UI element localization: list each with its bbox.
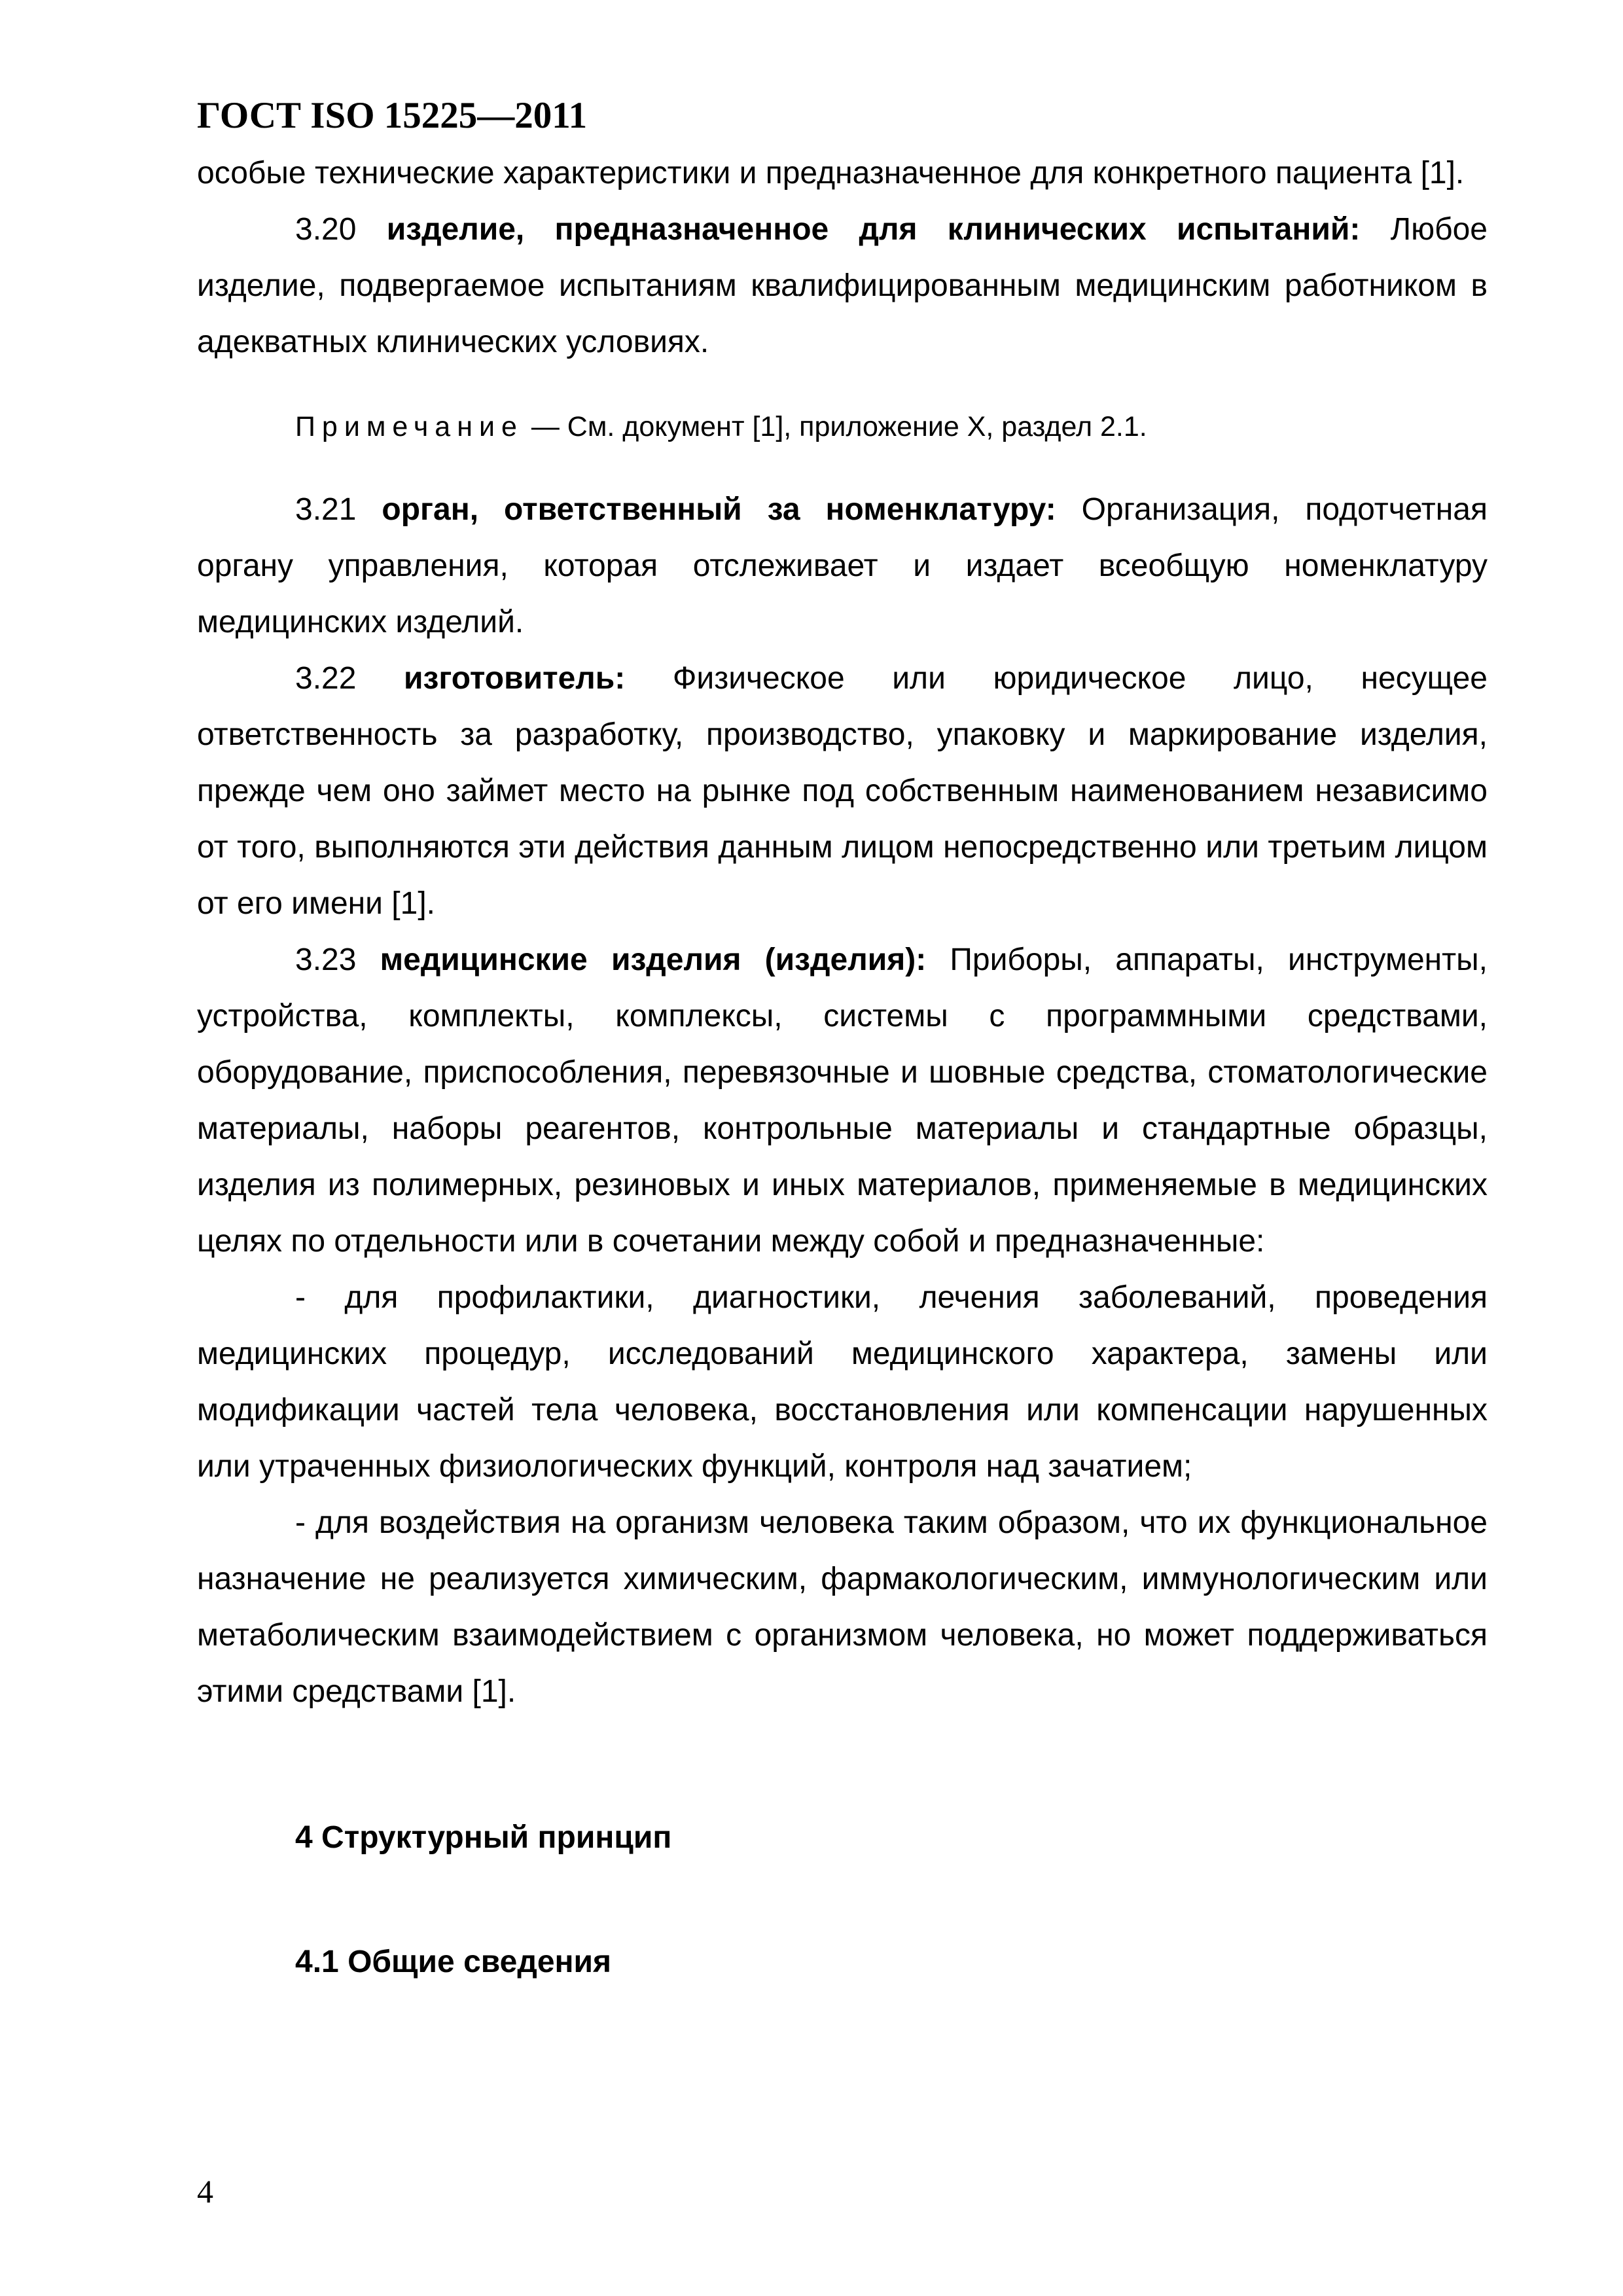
list-item: - для воздействия на организм человека таким образом, что их функциональное назначение не реализуется химическим, фармакологическим, иммунологическим или метаболическим взаимодействием с организмом человека, но может поддерживаться этими средствами [1]. [197,1505,1488,1709]
definition-3-21 [197,482,1488,651]
page-body [197,145,1488,1982]
note [197,407,1488,446]
document-header: ГОСТ ISO 15225—2011 [197,95,588,136]
clause-number: 3.23 [295,942,380,977]
note-label: Примечание [295,411,524,442]
clause-number: 3.20 [295,212,387,247]
term: медицинские изделия (изделия): [380,942,927,977]
note-text: — См. документ [1], приложение Х, раздел 2.1. [523,411,1147,442]
clause-number: 3.21 [295,492,382,527]
page-number: 4 [197,2173,213,2210]
definition-text: Приборы, аппараты, инструменты, устройства, комплекты, комплексы, системы с программными средствами, оборудование, приспособления, перевязочные и шовные средства, стоматологические материалы, наборы реагентов, контрольные материалы и стандартные образцы, изделия из полимерных, резиновых и иных материалов, применяемые в медицинских целях по отдельности или в сочетании между собой и предназначенные: [197,942,1488,1259]
definition-3-22 [197,651,1488,932]
definition-text: Организация, подотчетная органу управления, которая отслеживает и издает всеобщую номенклатуру медицинских изделий. [197,492,1488,639]
section-heading: 4 Структурный принцип [295,1820,672,1855]
definition-3-20 [197,202,1488,370]
clause-number: 3.22 [295,661,404,696]
subsection-heading: 4.1 Общие сведения [295,1945,612,1979]
continued-paragraph: особые технические характеристики и предназначенное для конкретного пациента [1]. [197,156,1465,190]
definition-3-23 [197,932,1488,1270]
definition-text: Любое изделие, подвергаемое испытаниям квалифицированным медицинским работником в адекватных клинических условиях. [197,212,1488,359]
definition-text: Физическое или юридическое лицо, несущее ответственность за разработку, производство, упаковку и маркирование изделия, прежде чем оно займет место на рынке под собственным наименованием независимо от того, выполняются эти действия данным лицом непосредственно или третьим лицом от его имени [1]. [197,661,1488,921]
term: изготовитель: [404,661,626,696]
term: орган, ответственный за номенклатуру: [382,492,1056,527]
term: изделие, предназначенное для клинических испытаний: [386,212,1361,247]
list-item: - для профилактики, диагностики, лечения заболеваний, проведения медицинских процедур, исследований медицинского характера, замены или модификации частей тела человека, восстановления или компенсации нарушенных или утраченных физиологических функций, контроля над зачатием; [197,1280,1488,1484]
